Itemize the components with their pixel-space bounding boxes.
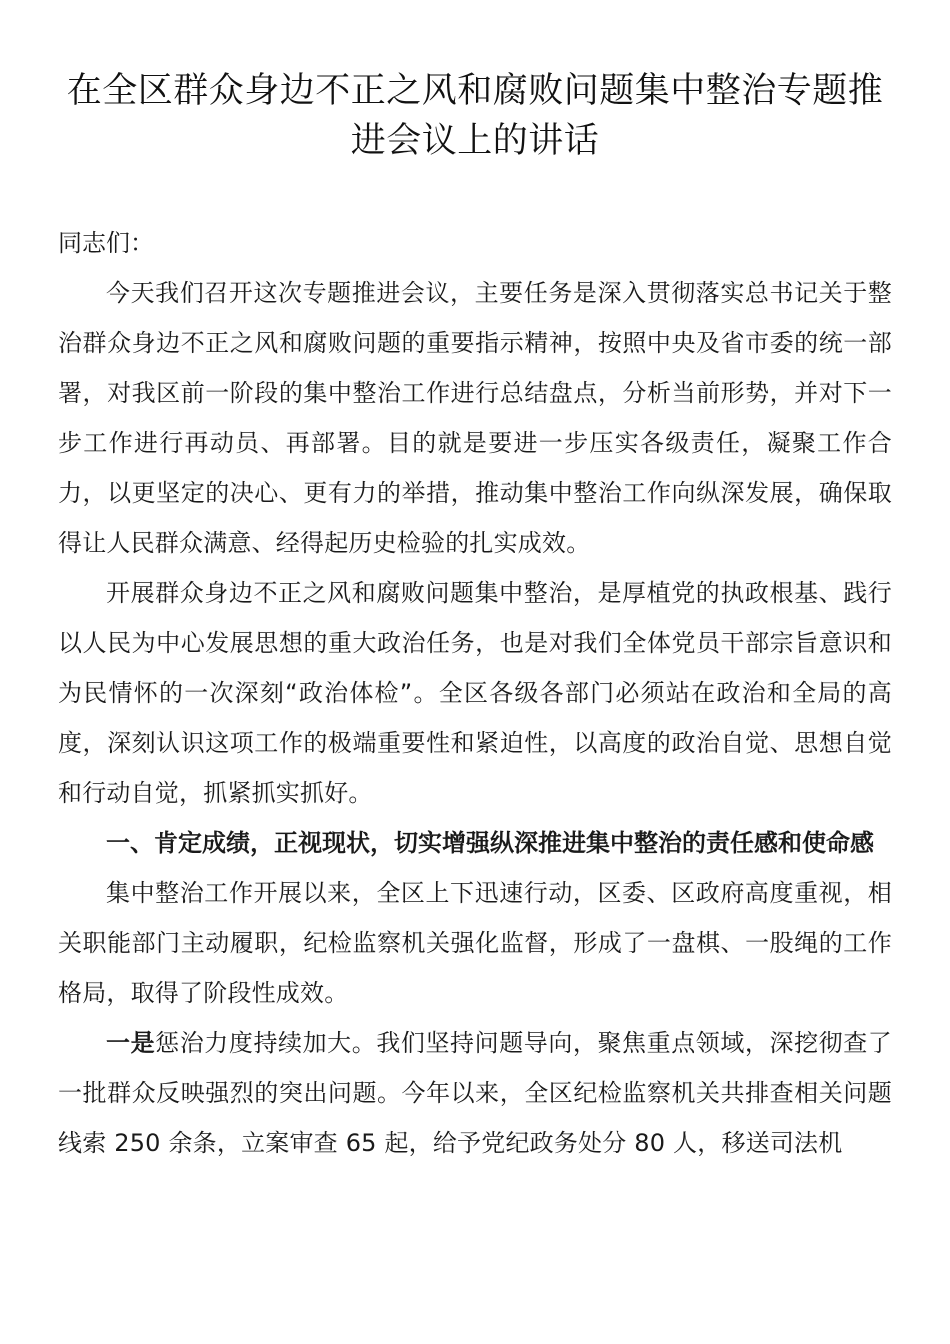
document-body bbox=[58, 218, 892, 1168]
point-one-text: 惩治力度持续加大。我们坚持问题导向，聚焦重点领域，深挖彻查了一批群众反映强烈的突出问题。今年以来，全区纪检监察机关共排查相关问题线索 250 余条，立案审查 65 起，给予党纪政务处分 80 人，移送司法机 bbox=[58, 1029, 892, 1157]
salutation: 同志们： bbox=[58, 229, 154, 257]
paragraph-significance: 开展群众身边不正之风和腐败问题集中整治，是厚植党的执政根基、践行以人民为中心发展思想的重大政治任务，也是对我们全体党员干部宗旨意识和为民情怀的一次深刻“政治体检”。全区各级各部门必须站在政治和全局的高度，深刻认识这项工作的极端重要性和紧迫性，以高度的政治自觉、思想自觉和行动自觉，抓紧抓实抓好。 bbox=[58, 579, 892, 807]
paragraph-point-one bbox=[58, 1018, 892, 1168]
document-title: 在全区群众身边不正之风和腐败问题集中整治专题推进会议上的讲话 bbox=[66, 71, 884, 161]
point-one-lead: 一是 bbox=[106, 1029, 156, 1057]
paragraph-intro: 今天我们召开这次专题推进会议，主要任务是深入贯彻落实总书记关于整治群众身边不正之风和腐败问题的重要指示精神，按照中央及省市委的统一部署，对我区前一阶段的集中整治工作进行总结盘点，分析当前形势，并对下一步工作进行再动员、再部署。目的就是要进一步压实各级责任，凝聚工作合力，以更坚定的决心、更有力的举措，推动集中整治工作向纵深发展，确保取得让人民群众满意、经得起历史检验的扎实成效。 bbox=[58, 279, 892, 557]
section-heading-one: 一、肯定成绩，正视现状，切实增强纵深推进集中整治的责任感和使命感 bbox=[106, 829, 874, 857]
paragraph-section-one: 集中整治工作开展以来，全区上下迅速行动，区委、区政府高度重视，相关职能部门主动履职，纪检监察机关强化监督，形成了一盘棋、一股绳的工作格局，取得了阶段性成效。 bbox=[58, 879, 892, 1007]
